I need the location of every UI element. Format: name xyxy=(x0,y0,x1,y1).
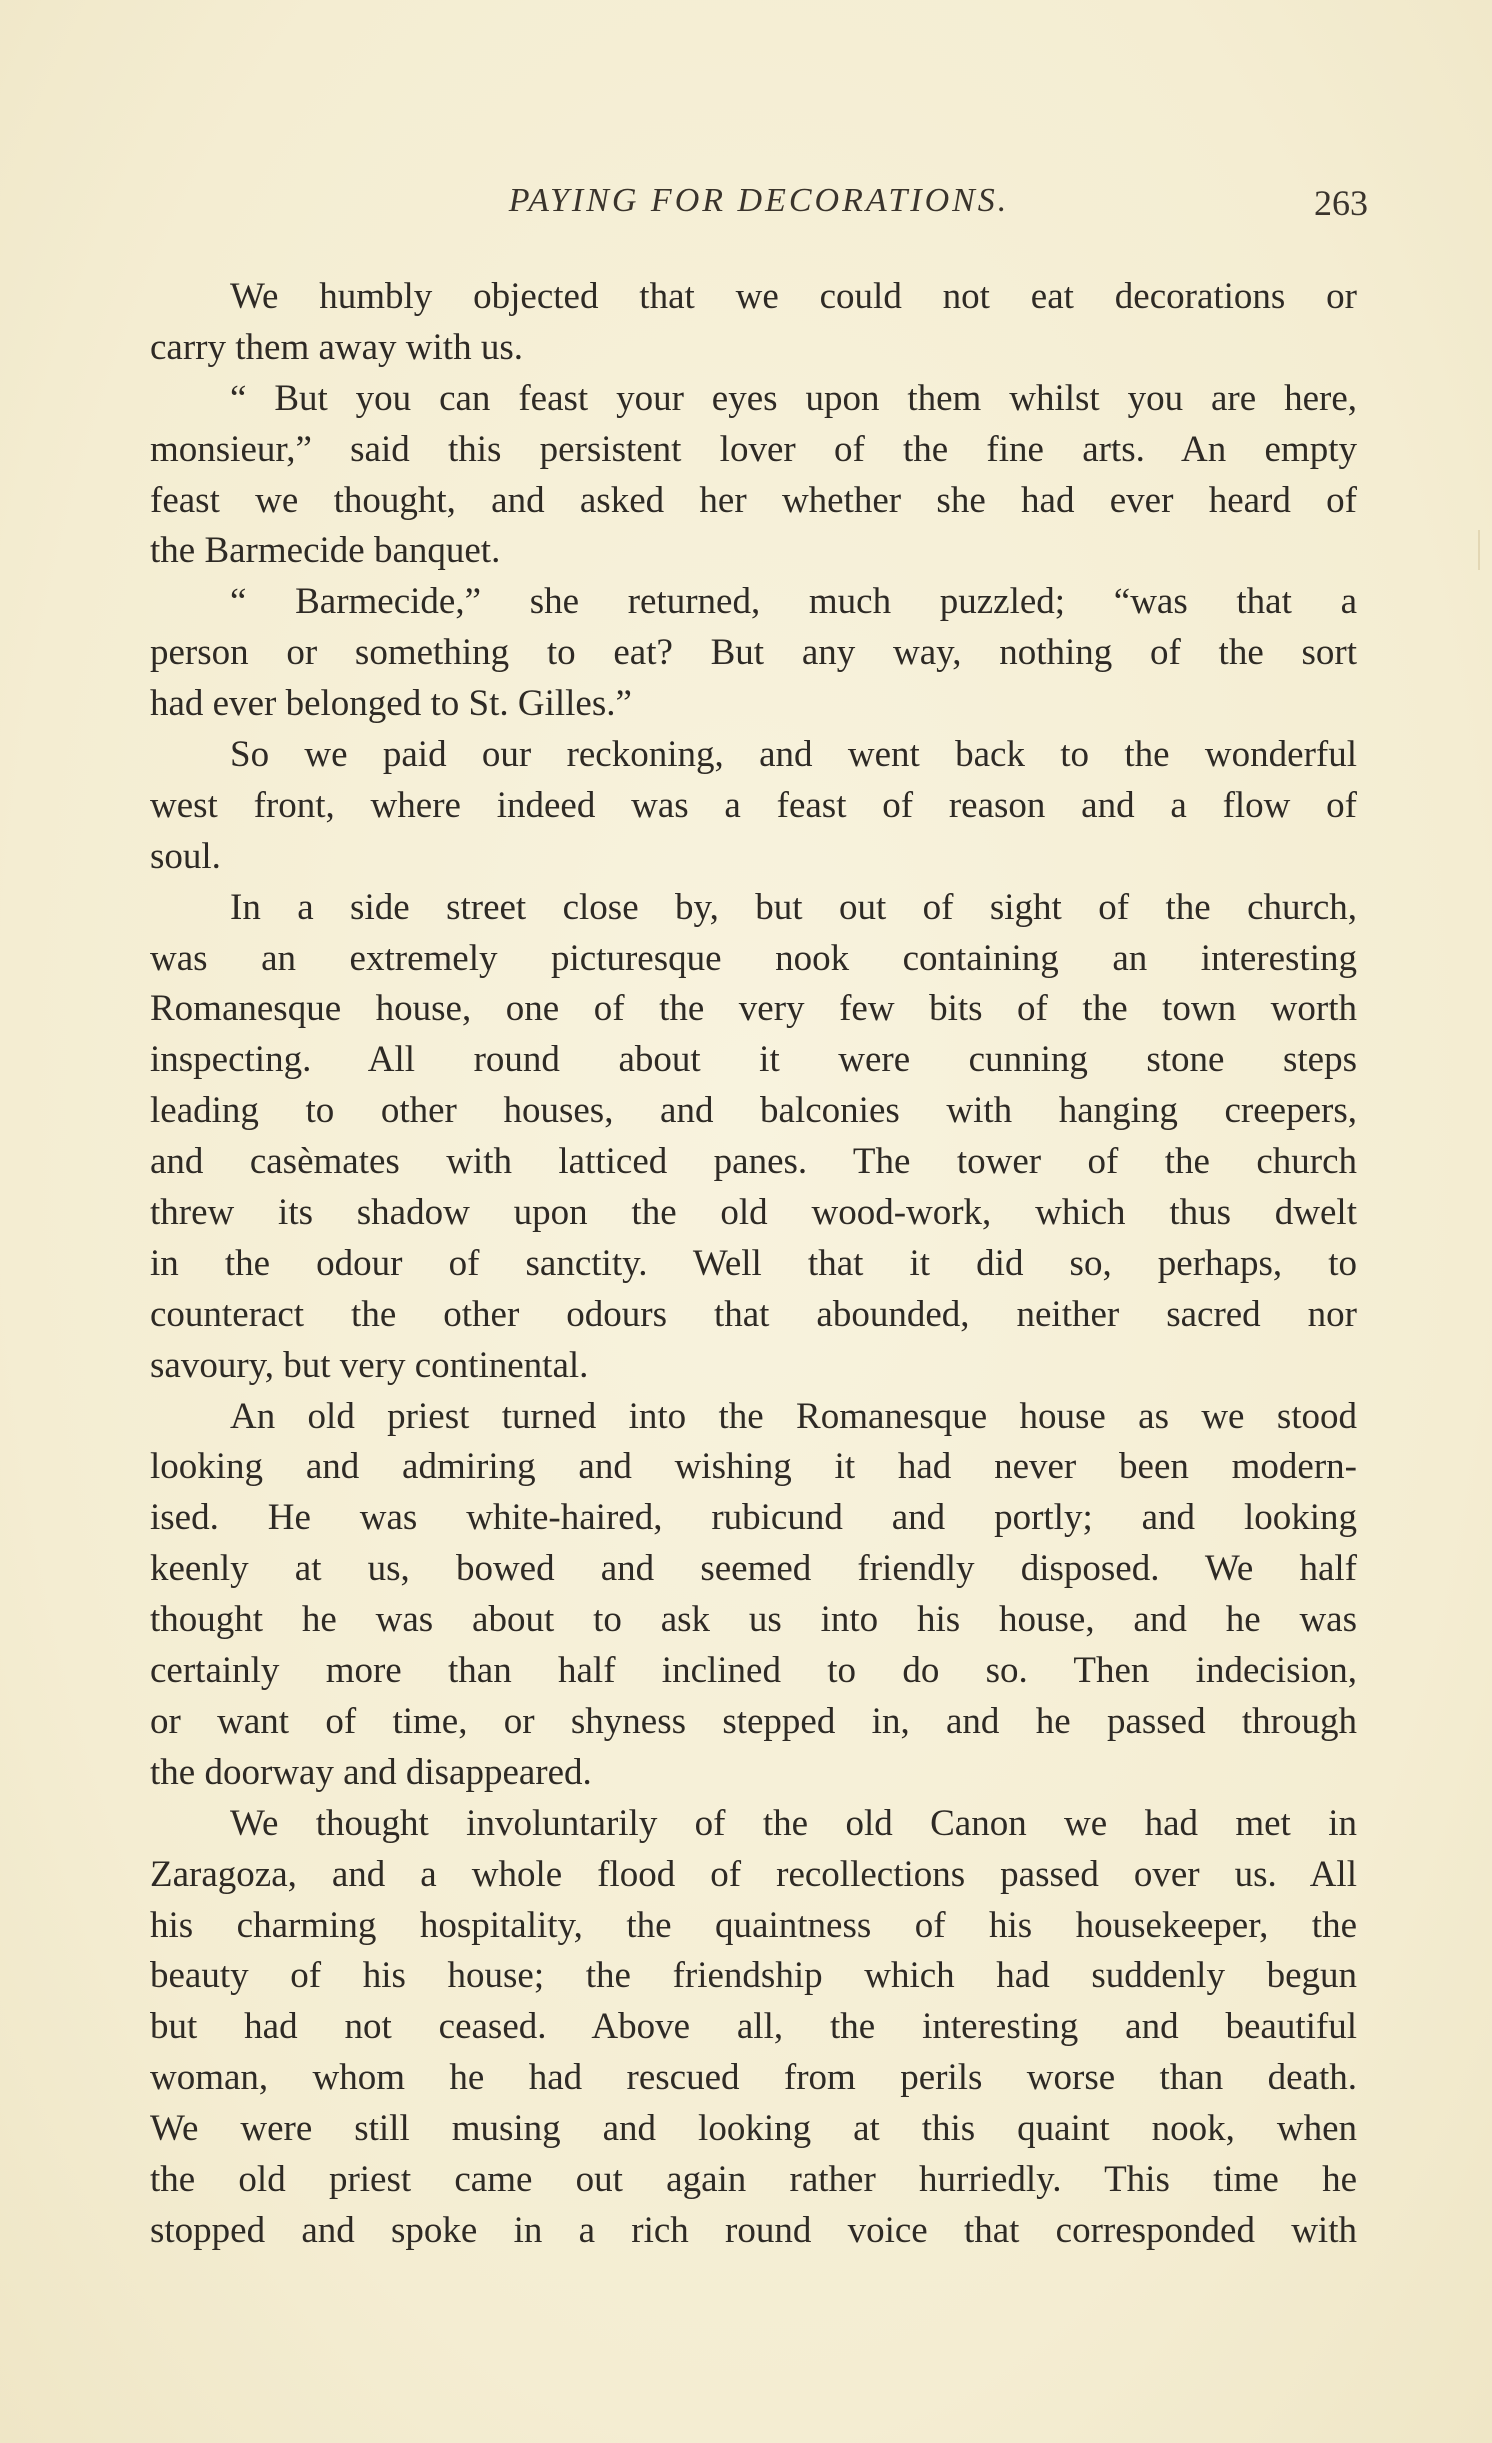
text-line: the old priest came out again rather hurriedly. This time he xyxy=(150,2158,1357,2200)
text-line: stopped and spoke in a rich round voice that corresponded with xyxy=(150,2209,1357,2251)
text-line: was an extremely picturesque nook containing an interesting xyxy=(150,937,1357,979)
text-line: counteract the other odours that abounded, neither sacred nor xyxy=(150,1293,1357,1335)
text-line: the doorway and disappeared. xyxy=(150,1751,592,1793)
body-text xyxy=(150,272,1357,2257)
text-line: the Barmecide banquet. xyxy=(150,530,501,572)
text-line: certainly more than half inclined to do so. Then indecision, xyxy=(150,1650,1357,1692)
text-line: carry them away with us. xyxy=(150,326,523,368)
text-line: In a side street close by, but out of sight of the church, xyxy=(230,886,1357,928)
text-line: An old priest turned into the Romanesque house as we stood xyxy=(230,1395,1357,1437)
text-line: ised. He was white-haired, rubicund and portly; and looking xyxy=(150,1497,1357,1539)
text-line: looking and admiring and wishing it had never been modern- xyxy=(150,1446,1357,1488)
text-line: feast we thought, and asked her whether she had ever heard of xyxy=(150,479,1357,521)
text-line: Romanesque house, one of the very few bits of the town worth xyxy=(150,988,1357,1030)
text-line: person or something to eat? But any way, nothing of the sort xyxy=(150,632,1357,674)
text-line: “ But you can feast your eyes upon them whilst you are here, xyxy=(230,377,1357,419)
text-line: Zaragoza, and a whole flood of recollections passed over us. All xyxy=(150,1853,1357,1895)
text-line: keenly at us, bowed and seemed friendly disposed. We half xyxy=(150,1548,1357,1590)
text-line: soul. xyxy=(150,835,221,877)
text-line: had ever belonged to St. Gilles.” xyxy=(150,683,632,725)
text-line: and casèmates with latticed panes. The tower of the church xyxy=(150,1141,1357,1183)
text-line: in the odour of sanctity. Well that it did so, perhaps, to xyxy=(150,1242,1357,1284)
running-title: PAYING FOR DECORATIONS. xyxy=(508,182,1010,219)
text-line: We thought involuntarily of the old Canon we had met in xyxy=(230,1802,1357,1844)
text-line: “ Barmecide,” she returned, much puzzled; “was that a xyxy=(230,581,1357,623)
page-header xyxy=(150,182,1368,232)
text-line: inspecting. All round about it were cunning stone steps xyxy=(150,1039,1357,1081)
text-line: monsieur,” said this persistent lover of the fine arts. An empty xyxy=(150,428,1357,470)
text-line: We humbly objected that we could not eat decorations or xyxy=(230,276,1357,317)
text-line: beauty of his house; the friendship which had suddenly begun xyxy=(150,1955,1357,1997)
text-line: his charming hospitality, the quaintness of his housekeeper, the xyxy=(150,1904,1357,1946)
text-line: savoury, but very continental. xyxy=(150,1344,589,1386)
text-line: So we paid our reckoning, and went back to the wonderful xyxy=(230,734,1357,776)
text-line: thought he was about to ask us into his house, and he was xyxy=(150,1599,1357,1641)
text-line: leading to other houses, and balconies with hanging creepers, xyxy=(150,1090,1357,1132)
text-line: or want of time, or shyness stepped in, and he passed through xyxy=(150,1700,1357,1742)
page-number: 263 xyxy=(1314,183,1368,223)
text-line: woman, whom he had rescued from perils worse than death. xyxy=(150,2057,1357,2099)
paper-blemish xyxy=(1478,530,1480,570)
text-line: west front, where indeed was a feast of reason and a flow of xyxy=(150,784,1357,826)
text-line: threw its shadow upon the old wood-work, which thus dwelt xyxy=(150,1192,1357,1234)
text-line: but had not ceased. Above all, the interesting and beautiful xyxy=(150,2006,1357,2048)
text-line: We were still musing and looking at this quaint nook, when xyxy=(150,2108,1357,2150)
